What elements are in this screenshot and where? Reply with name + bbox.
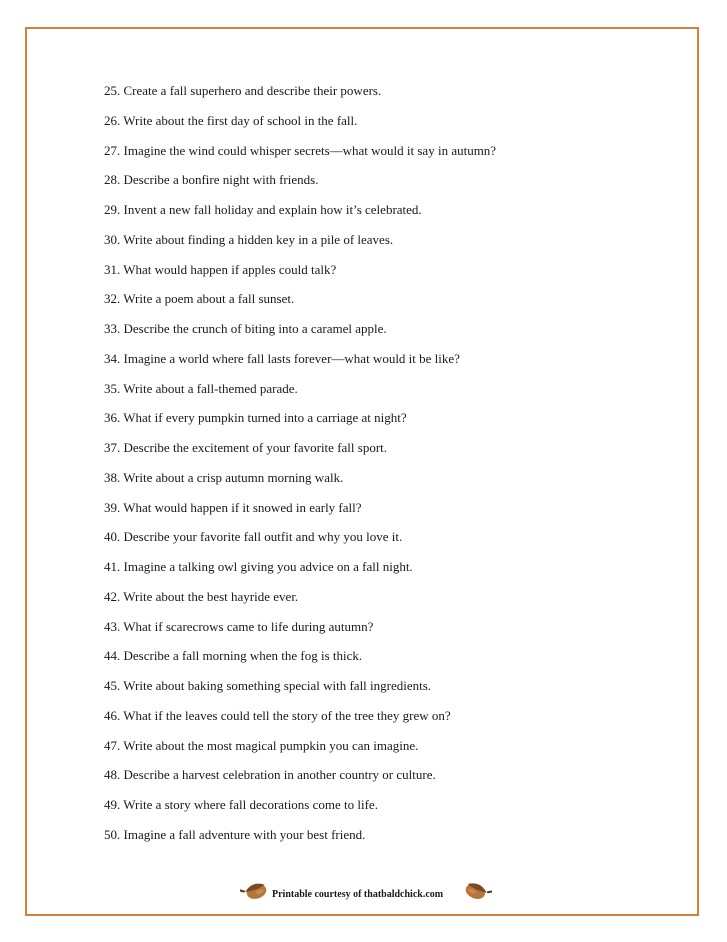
list-item: 44. Describe a fall morning when the fog is thick. [104,648,363,664]
footer-credit: Printable courtesy of thatbaldchick.com [272,889,444,900]
list-item: 33. Describe the crunch of biting into a caramel apple. [104,321,387,336]
list-item: 27. Imagine the wind could whisper secrets—what would it say in autumn? [104,142,497,158]
list-item: 36. What if every pumpkin turned into a carriage at night? [104,410,407,426]
acorn-icon [240,878,270,902]
list-item: 49. Write a story where fall decorations come to life. [104,797,378,812]
list-item: 46. What if the leaves could tell the story of the tree they grew on? [104,707,451,723]
list-item: 39. What would happen if it snowed in early fall? [104,499,362,515]
list-item: 35. Write about a fall-themed parade. [104,380,298,396]
prompt-list [104,81,496,855]
list-item: 25. Create a fall superhero and describe their powers. [104,83,382,98]
list-item: 31. What would happen if apples could talk? [104,261,337,277]
list-item: 29. Invent a new fall holiday and explain how it’s celebrated. [104,202,422,217]
footer [0,878,727,904]
list-item: 37. Describe the excitement of your favorite fall sport. [104,440,388,455]
list-item: 34. Imagine a world where fall lasts forever—what would it be like? [104,350,460,366]
list-item: 28. Describe a bonfire night with friends. [104,172,319,188]
list-item: 41. Imagine a talking owl giving you advice on a fall night. [104,559,413,574]
list-item: 50. Imagine a fall adventure with your best friend. [104,826,366,842]
list-item: 47. Write about the most magical pumpkin you can imagine. [104,737,419,753]
list-item: 26. Write about the first day of school in the fall. [104,112,358,128]
list-item: 40. Describe your favorite fall outfit and why you love it. [104,529,403,545]
list-item: 38. Write about a crisp autumn morning walk. [104,469,344,485]
list-item: 48. Describe a harvest celebration in another country or culture. [104,767,436,783]
list-item: 32. Write a poem about a fall sunset. [104,291,295,307]
acorn-icon [462,878,492,902]
list-item: 30. Write about finding a hidden key in a pile of leaves. [104,231,394,247]
list-item: 43. What if scarecrows came to life during autumn? [104,618,374,634]
list-item: 45. Write about baking something special with fall ingredients. [104,678,432,693]
list-item: 42. Write about the best hayride ever. [104,588,299,604]
